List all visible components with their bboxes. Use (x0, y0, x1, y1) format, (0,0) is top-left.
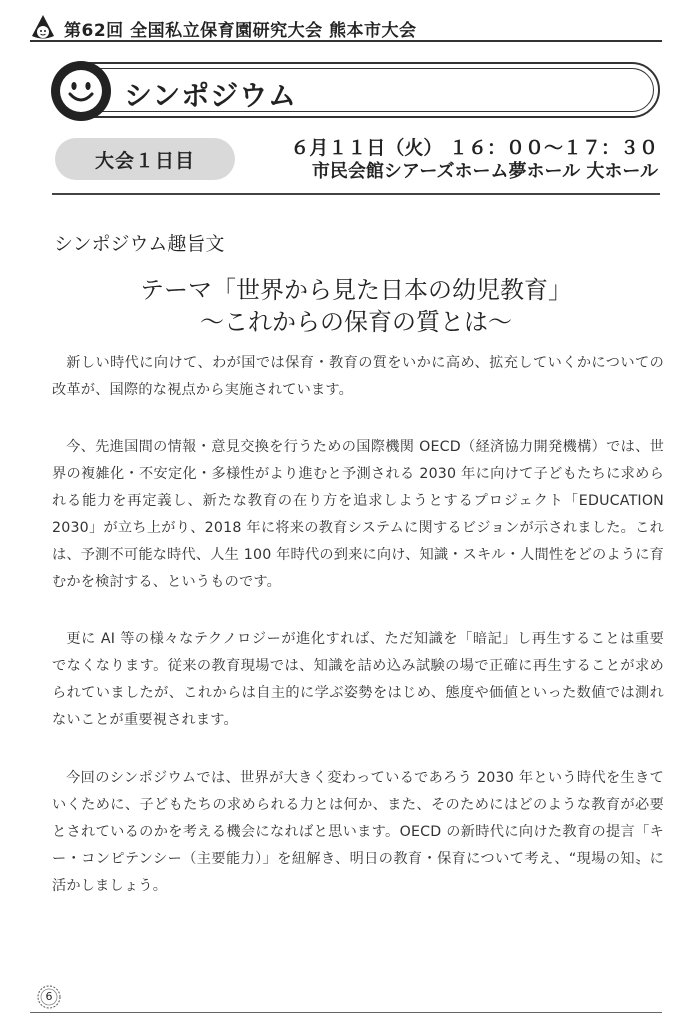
paragraph-1-text: 新しい時代に向けて、わが国では保育・教育の質をいかに高め、拡充していくかについての改革が、国際的な視点から実施されています。 (52, 355, 664, 398)
session-venue: 市民会館シアーズホーム夢ホール 大ホール (311, 161, 658, 182)
page-number: 6 (45, 990, 53, 1003)
paragraph-3 (52, 626, 664, 734)
header-divider (30, 40, 662, 42)
session-schedule (290, 136, 658, 184)
smiley-icon (50, 60, 112, 122)
footer-divider (30, 1012, 662, 1013)
paragraph-2 (52, 434, 679, 596)
session-datetime: ６月１１日（火） １６：００～１７：３０ (290, 137, 658, 159)
paragraph-4-text: 今回のシンポジウムでは、世界が大きく変わっているであろう 2030 年という時代を生きていくために、子どもたちの求められる力とは何か、また、そのためにはどのような教育が必要とされているのかを考える機会になればと思います。OECD の新時代に向けた教育の提言「キー・コンピテンシー（主要能力）」を紐解き、明日の教育・保育について考え、“現場の知〟に活かしましょう。 (52, 770, 664, 894)
banner-title: シンポジウム (124, 79, 298, 112)
page-header (30, 14, 660, 40)
theme-line-2: 〜これからの保育の質とは〜 (200, 308, 512, 336)
paragraph-4 (52, 765, 664, 900)
title-banner (58, 62, 660, 118)
paragraph-2-text: 今、先進国間の情報・意見交換を行うための国際機関 OECD（経済協力開発機構）では、世界の複雑化・不安定化・多様性がより進むと予測される 2030 年に向けて子どもたちに求められる能力を再定義し、新たな教育の在り方を追求しようとするプロジェクト「EDUCATION 2030」が立ち上がり、2018 年に将来の教育システムに関するビジョンが示されました。これは、予測不可能な時代、人生 100 年時代の到来に向け、知識・スキル・人間性をどのように育むかを検討する、というものです。 (52, 439, 679, 590)
theme-line-1: テーマ「世界から見た日本の幼児教育」 (140, 276, 572, 304)
section-divider (52, 193, 660, 195)
paragraph-1 (52, 350, 664, 404)
day-label-badge: 大会１日目 (55, 138, 235, 180)
section-title: シンポジウム趣旨文 (54, 233, 225, 255)
header-title: 第62回 全国私立保育園研究大会 熊本市大会 (64, 21, 417, 41)
paragraph-3-text: 更に AI 等の様々なテクノロジーが進化すれば、ただ知識を「暗記」し再生することは重要でなくなります。従来の教育現場では、知識を詰め込み試験の場で正確に再生することが求められていましたが、これからは自主的に学ぶ姿勢をはじめ、態度や価値といった数値では測れないことが重要視されます。 (52, 631, 664, 728)
mascot-icon (30, 14, 56, 42)
